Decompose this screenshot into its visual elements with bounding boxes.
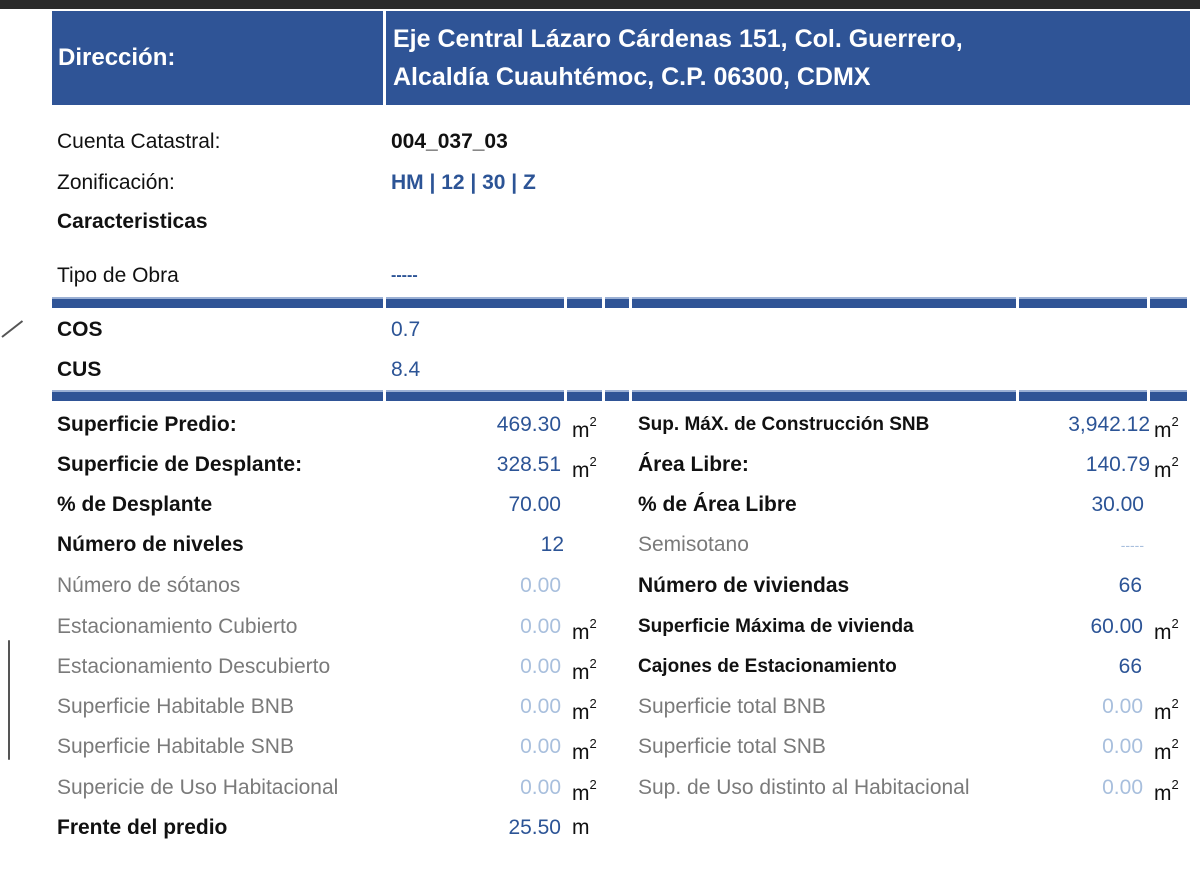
row-value: 30.00: [1091, 493, 1144, 516]
row-unit: $m^2$: [572, 414, 597, 442]
row-unit: $m^2$: [572, 777, 597, 805]
row-unit: $m^2$: [572, 696, 597, 724]
margin-mark-diagonal: [1, 320, 23, 338]
row-value: 3,942.12: [1068, 413, 1150, 436]
row-label: Número de sótanos: [57, 574, 241, 597]
row-unit: $m^2$: [1154, 414, 1179, 442]
separator-bar-1: [0, 297, 1200, 308]
row-label: Estacionamiento Cubierto: [57, 615, 298, 638]
row-value: 469.30: [496, 413, 561, 436]
cus-value: 8.4: [391, 358, 421, 381]
row-label: Superficie Máxima de vivienda: [638, 616, 914, 637]
row-value: 0.00: [520, 655, 561, 678]
row-value: 0.00: [520, 615, 561, 638]
margin-mark-bracket: [8, 640, 10, 760]
row-value: 66: [1118, 655, 1142, 678]
row-value: 0.00: [520, 776, 561, 799]
row-value: 60.00: [1090, 615, 1143, 638]
row-value: 0.00: [1102, 735, 1143, 758]
row-value: 70.00: [508, 493, 561, 516]
cuenta-catastral-value: 004_037_03: [391, 130, 508, 153]
caracteristicas-heading: Caracteristicas: [57, 210, 208, 233]
row-label: Número de niveles: [57, 533, 244, 556]
cus-label: CUS: [57, 358, 102, 381]
row-label: Cajones de Estacionamiento: [638, 656, 897, 677]
row-value: 140.79: [1085, 453, 1150, 476]
cos-label: COS: [57, 318, 103, 341]
zonificacion-value: HM | 12 | 30 | Z: [391, 171, 536, 194]
row-value: 0.00: [1102, 776, 1143, 799]
zonificacion-label: Zonificación:: [57, 171, 175, 194]
address-label: Dirección:: [58, 44, 176, 71]
tipo-obra-label: Tipo de Obra: [57, 264, 179, 287]
row-value: 0.00: [520, 574, 561, 597]
row-label: Área Libre:: [638, 453, 749, 476]
row-unit: $m^2$: [572, 454, 597, 482]
window-top-bar: [0, 0, 1200, 9]
cuenta-catastral-label: Cuenta Catastral:: [57, 130, 221, 153]
row-label: Superficie total SNB: [638, 735, 826, 758]
row-unit: $m^2$: [1154, 616, 1179, 644]
separator-bar-2: [0, 390, 1200, 401]
row-label: Frente del predio: [57, 816, 228, 839]
address-line-2: Alcaldía Cuauhtémoc, C.P. 06300, CDMX: [393, 63, 871, 91]
row-label: Superficie total BNB: [638, 695, 826, 718]
address-line-1: Eje Central Lázaro Cárdenas 151, Col. Guerrero,: [393, 25, 963, 53]
row-unit: $m^2$: [1154, 696, 1179, 724]
row-value: 0.00: [520, 735, 561, 758]
row-value: -----: [1120, 537, 1144, 553]
row-label: Sup. de Uso distinto al Habitacional: [638, 776, 970, 799]
row-value: 25.50: [508, 816, 561, 839]
row-label: Semisotano: [638, 533, 749, 556]
row-unit: $m^2$: [1154, 777, 1179, 805]
row-value: 66: [1118, 574, 1142, 597]
row-value: 0.00: [1102, 695, 1143, 718]
address-value-cell: [386, 11, 1190, 105]
row-label: Estacionamiento Descubierto: [57, 655, 331, 678]
row-value: 12: [540, 533, 564, 556]
row-label: Superficie Habitable BNB: [57, 695, 294, 718]
row-label: % de Desplante: [57, 493, 213, 516]
row-unit: m: [572, 816, 590, 839]
row-unit: $m^2$: [1154, 454, 1179, 482]
tipo-obra-value: -----: [391, 267, 418, 284]
row-label: Número de viviendas: [638, 574, 850, 597]
address-label-cell: [52, 11, 383, 105]
row-label: Superficie Predio:: [57, 413, 237, 436]
row-unit: $m^2$: [572, 616, 597, 644]
row-label: Superficie Habitable SNB: [57, 735, 294, 758]
row-value: 0.00: [520, 695, 561, 718]
row-label: Sup. MáX. de Construcción SNB: [638, 414, 930, 435]
cos-value: 0.7: [391, 318, 421, 341]
row-unit: $m^2$: [572, 656, 597, 684]
row-unit: $m^2$: [1154, 736, 1179, 764]
row-label: Supericie de Uso Habitacional: [57, 776, 339, 799]
row-label: Superficie de Desplante:: [57, 453, 303, 476]
row-unit: $m^2$: [572, 736, 597, 764]
row-label: % de Área Libre: [638, 493, 797, 516]
row-value: 328.51: [496, 453, 561, 476]
